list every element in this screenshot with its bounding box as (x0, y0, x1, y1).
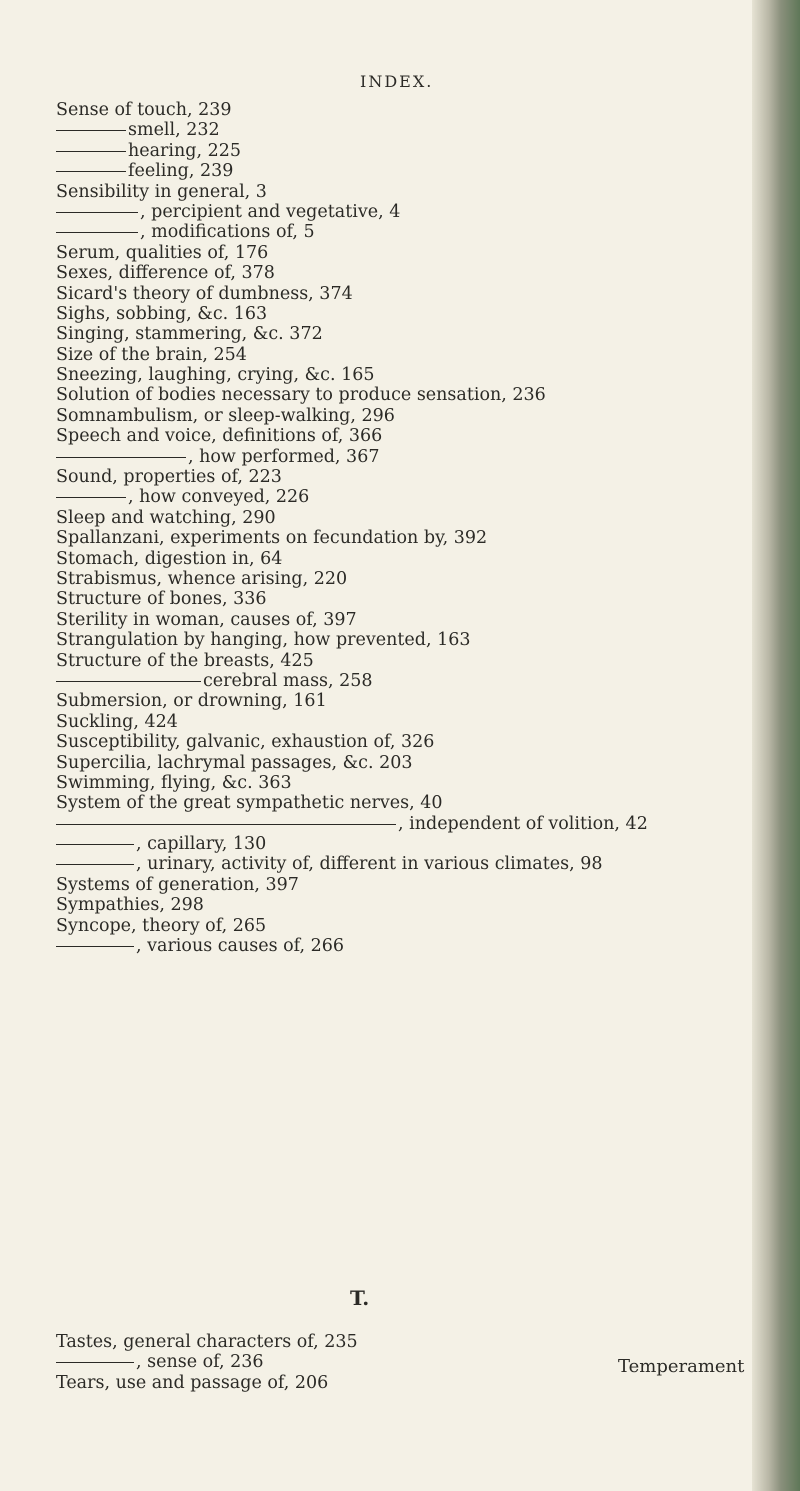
index-entry (56, 712, 756, 732)
index-entry-text: Strangulation by hanging, how prevented, 163 (56, 630, 471, 651)
index-entry (56, 222, 756, 242)
index-entries-s (56, 100, 756, 956)
index-entry-text: Speech and voice, definitions of, 366 (56, 426, 383, 447)
index-entry-text: Syncope, theory of, 265 (56, 915, 267, 936)
index-entry (56, 610, 756, 630)
index-entry (56, 120, 756, 140)
index-entry (56, 202, 756, 222)
index-entry (56, 243, 756, 263)
index-entry-text: Tears, use and passage of, 206 (56, 1372, 329, 1393)
index-entry-text: Sicard's theory of dumbness, 374 (56, 283, 353, 304)
index-entry (56, 793, 756, 813)
index-entry-text: cerebral mass, 258 (203, 670, 373, 691)
index-entry-text: Swimming, flying, &c. 363 (56, 772, 292, 793)
ditto-dash (56, 1362, 134, 1363)
index-entry (56, 916, 756, 936)
index-entry-text: Sterility in woman, causes of, 397 (56, 609, 357, 630)
index-entry (56, 1373, 616, 1393)
index-entry (56, 284, 756, 304)
index-entry (56, 508, 756, 528)
index-entry-text: Somnambulism, or sleep-walking, 296 (56, 405, 395, 426)
index-entry (56, 528, 756, 548)
index-entry (56, 732, 756, 752)
index-entry-text: , how performed, 367 (188, 446, 380, 467)
index-entry-text: Tastes, general characters of, 235 (56, 1332, 358, 1352)
index-entry (56, 1332, 616, 1352)
index-entry (56, 854, 756, 874)
index-entry (56, 487, 756, 507)
ditto-dash (56, 151, 126, 152)
index-entry (56, 467, 756, 487)
index-entry-text: Structure of bones, 336 (56, 589, 267, 610)
index-entry (56, 895, 756, 915)
index-entry-text: smell, 232 (128, 120, 220, 141)
index-entry (56, 426, 756, 446)
index-entry (56, 385, 756, 405)
index-entry (56, 365, 756, 385)
index-entry (56, 549, 756, 569)
index-entry (56, 630, 756, 650)
index-entry (56, 773, 756, 793)
index-entry-text: Structure of the breasts, 425 (56, 650, 314, 671)
index-entry (56, 345, 756, 365)
index-entry-text: Serum, qualities of, 176 (56, 242, 269, 263)
catchword: Temperament (618, 1356, 745, 1377)
index-entry (56, 1352, 616, 1372)
ditto-dash (56, 681, 201, 682)
index-entry-text: Stomach, digestion in, 64 (56, 548, 283, 569)
index-entry-text: Submersion, or drowning, 161 (56, 691, 327, 712)
index-entries-t (56, 1332, 616, 1393)
index-entry (56, 936, 756, 956)
index-entry-text: , modifications of, 5 (140, 222, 315, 243)
index-entry-text: feeling, 239 (128, 161, 234, 182)
ditto-dash (56, 232, 138, 233)
index-entry-text: Supercilia, lachrymal passages, &c. 203 (56, 752, 413, 773)
index-entry-text: , sense of, 236 (136, 1352, 264, 1373)
index-entry-text: Sneezing, laughing, crying, &c. 165 (56, 365, 375, 386)
ditto-dash (56, 864, 134, 865)
index-entry-text: Solution of bodies necessary to produce sensation, 236 (56, 385, 546, 406)
index-entry-text: , urinary, activity of, different in various climates, 98 (136, 854, 603, 875)
ditto-dash (56, 130, 126, 131)
index-entry (56, 406, 756, 426)
index-entry-text: hearing, 225 (128, 140, 242, 161)
index-entry (56, 141, 756, 161)
index-entry-text: Sympathies, 298 (56, 895, 204, 916)
index-entry (56, 834, 756, 854)
index-entry (56, 589, 756, 609)
index-entry (56, 671, 756, 691)
index-entry (56, 753, 756, 773)
index-entry-text: , how conveyed, 226 (128, 487, 310, 508)
index-entry (56, 875, 756, 895)
index-entry (56, 651, 756, 671)
ditto-dash (56, 946, 134, 947)
index-entry-text: Sexes, difference of, 378 (56, 263, 275, 284)
index-entry (56, 263, 756, 283)
index-entry (56, 304, 756, 324)
index-entry (56, 447, 756, 467)
ditto-dash (56, 824, 396, 825)
index-entry-text: , percipient and vegetative, 4 (140, 201, 401, 222)
index-entry-text: , various causes of, 266 (136, 936, 345, 957)
section-letter-t: T. (350, 1286, 370, 1310)
index-entry (56, 324, 756, 344)
index-entry-text: Strabismus, whence arising, 220 (56, 568, 348, 589)
index-entry-text: Sighs, sobbing, &c. 163 (56, 303, 268, 324)
ditto-dash (56, 171, 126, 172)
index-entry-text: Systems of generation, 397 (56, 874, 299, 895)
index-entry-text: Sleep and watching, 290 (56, 507, 276, 528)
index-entry (56, 182, 756, 202)
ditto-dash (56, 844, 134, 845)
index-entry-text: Spallanzani, experiments on fecundation by, 392 (56, 528, 488, 549)
ditto-dash (56, 497, 126, 498)
index-entry (56, 569, 756, 589)
index-entry-text: , capillary, 130 (136, 834, 267, 855)
page-edge (752, 0, 800, 1491)
page-header: INDEX. (360, 72, 434, 91)
index-entry-text: System of the great sympathetic nerves, 40 (56, 793, 443, 814)
index-entry (56, 814, 756, 834)
index-entry-text: , independent of volition, 42 (398, 813, 648, 834)
index-entry-text: Size of the brain, 254 (56, 344, 247, 365)
index-entry (56, 691, 756, 711)
index-entry-text: Sound, properties of, 223 (56, 467, 282, 488)
index-entry-text: Sense of touch, 239 (56, 100, 232, 120)
index-entry-text: Susceptibility, galvanic, exhaustion of, 326 (56, 732, 435, 753)
index-entry (56, 100, 756, 120)
ditto-dash (56, 457, 186, 458)
index-entry-text: Sensibility in general, 3 (56, 181, 267, 202)
ditto-dash (56, 212, 138, 213)
index-entry-text: Suckling, 424 (56, 711, 178, 732)
index-entry (56, 161, 756, 181)
index-entry-text: Singing, stammering, &c. 372 (56, 324, 323, 345)
